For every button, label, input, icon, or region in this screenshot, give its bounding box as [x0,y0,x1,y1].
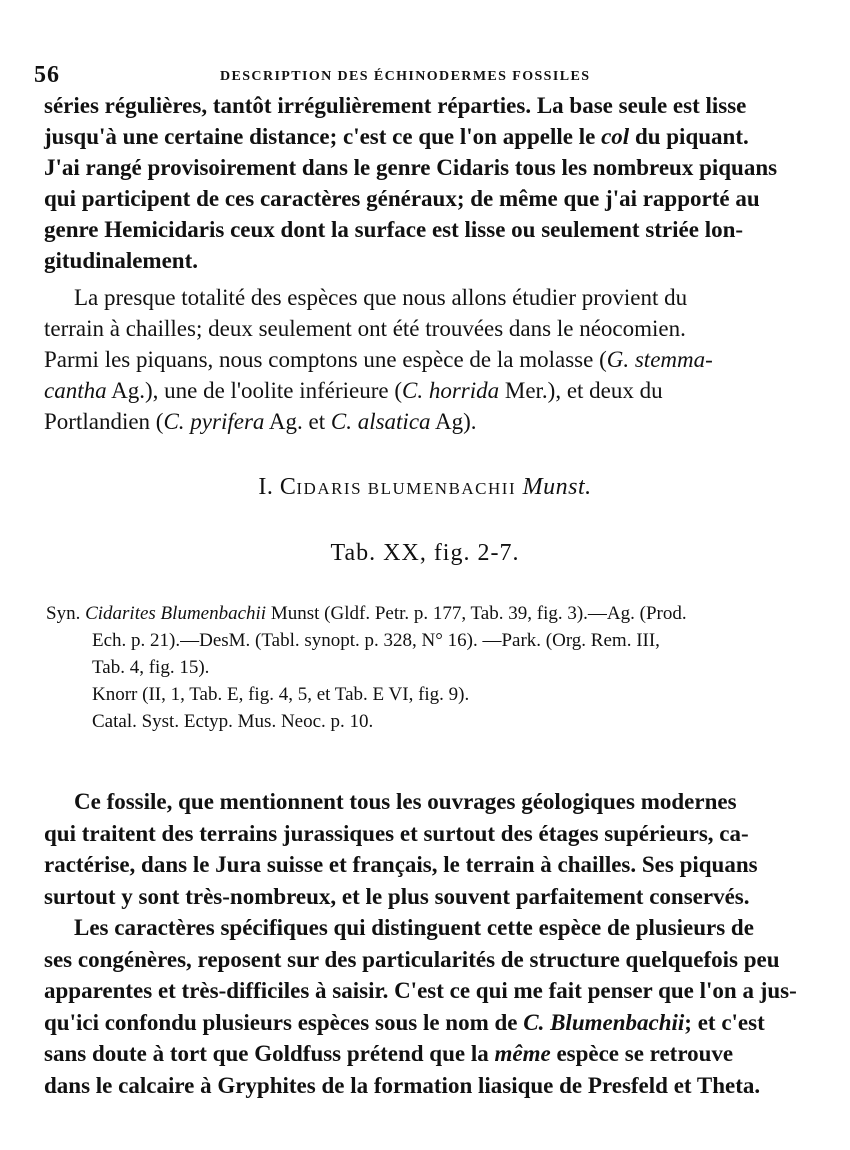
page-header [34,58,814,90]
species-name: C. Blumenbachii [523,1009,685,1035]
species-name: C. pyrifera [163,409,265,434]
text-span: Portlandien ( [44,409,164,434]
text-span: jusqu'à une certaine distance; c'est ce que l'on appelle le [44,124,602,149]
emphasis-word: même [494,1041,551,1066]
text-line [44,121,814,152]
text-line: Ce fossile, que mentionnent tous les ouvrages géologiques modernes [74,789,737,814]
species-name: Cidarites Blumenbachii [85,603,267,624]
text-span: ; et c'est [684,1009,765,1035]
page-number: 56 [34,62,60,88]
species-name: C. alsatica [330,409,431,434]
text-span: Syn. [46,603,86,624]
species-name: cantha [44,378,107,403]
text-line: qui participent de ces caractères généraux; de même que j'ai rapporté au [44,186,760,211]
text-line: surtout y sont très-nombreux, et le plus souvent parfaitement conservés. [44,883,750,909]
text-line: genre Hemicidaris ceux dont la surface est lisse ou seulement striée lon- [44,217,744,242]
text-line [44,1007,814,1039]
synonymy-line: Knorr (II, 1, Tab. E, fig. 4, 5, et Tab. E VI, fig. 9). [92,684,470,705]
synonymy-line [46,600,826,627]
heading-numeral: I. C [258,474,297,500]
synonymy-line: Ech. p. 21).—DesM. (Tabl. synopt. p. 328, N° 16). —Park. (Org. Rem. III, [92,630,660,651]
text-span: Mer.), et deux du [499,378,663,403]
paragraph-3 [44,786,814,1101]
text-span: du piquant. [629,124,749,149]
text-span: Parmi les piquans, nous comptons une espèce de la molasse ( [44,347,607,372]
italic-term: col [601,124,630,149]
plate-reference: Tab. XX, fig. 2-7. [330,540,520,566]
species-name: G. stemma- [606,347,713,372]
text-line: Les caractères spécifiques qui distinguent cette espèce de plusieurs de [74,915,754,940]
text-span: Ag.), une de l'oolite inférieure ( [106,378,402,403]
text-span: Munst (Gldf. Petr. p. 177, Tab. 39, fig. 3).—Ag. (Prod. [266,603,687,624]
text-line: séries régulières, tantôt irrégulièrement réparties. La base seule est lisse [44,93,747,118]
running-title: DESCRIPTION DES ÉCHINODERMES FOSSILES [220,69,591,84]
text-line: dans le calcaire à Gryphites de la formation liasique de Presfeld et Theta. [44,1072,761,1098]
text-span: Ag). [430,409,477,434]
text-line [44,406,814,437]
species-name: C. horrida [401,378,500,403]
heading-species-name: IDARIS BLUMENBACHII [296,479,517,498]
synonymy-line: Catal. Syst. Ectyp. Mus. Neoc. p. 10. [92,711,374,732]
text-line [44,1038,814,1070]
text-line: gitudinalement. [44,248,198,273]
heading-author: Munst. [522,474,592,500]
text-span: Ag. et [264,409,331,434]
text-line: apparentes et très-difficiles à saisir. C'est ce qui me fait penser que l'on a jus- [44,978,797,1003]
text-line: terrain à chailles; deux seulement ont été trouvées dans le néocomien. [44,316,686,341]
paragraph-2 [44,282,814,437]
text-line: ractérise, dans le Jura suisse et français, le terrain à chailles. Ses piquans [44,852,758,877]
paragraph-1 [44,90,814,276]
text-line: J'ai rangé provisoirement dans le genre Cidaris tous les nombreux piquans [44,155,778,180]
text-line [44,375,814,406]
text-span: espèce se retrouve [550,1041,734,1066]
text-line: La presque totalité des espèces que nous allons étudier provient du [74,285,688,310]
species-heading [0,474,850,501]
text-span: sans doute à tort que Goldfuss prétend que la [44,1041,495,1066]
synonymy-block [46,600,826,735]
text-span: qu'ici confondu plusieurs espèces sous le nom de [44,1009,524,1035]
text-line [44,344,814,375]
synonymy-line: Tab. 4, fig. 15). [92,657,210,678]
text-line: ses congénères, reposent sur des particularités de structure quelquefois peu [44,946,780,972]
text-line: qui traitent des terrains jurassiques et surtout des étages supérieurs, ca- [44,820,749,846]
